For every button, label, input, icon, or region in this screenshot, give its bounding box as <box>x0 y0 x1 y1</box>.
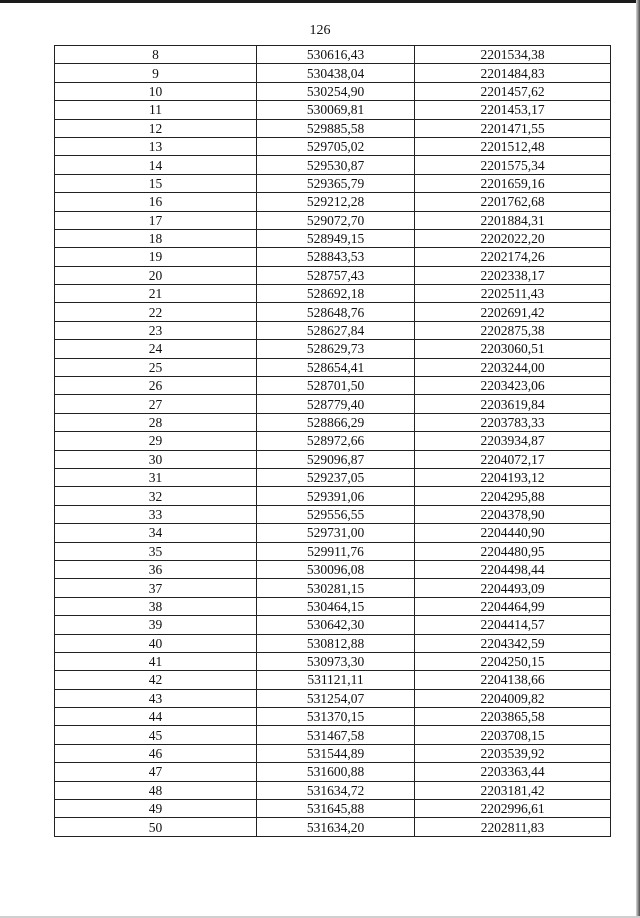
table-row <box>55 248 611 266</box>
point-number-cell: 20 <box>55 266 257 284</box>
y-coordinate-cell: 2204480,95 <box>415 542 611 560</box>
x-coordinate-cell: 530069,81 <box>257 101 415 119</box>
x-coordinate-cell: 530616,43 <box>257 46 415 64</box>
point-number-cell: 38 <box>55 597 257 615</box>
table-row <box>55 634 611 652</box>
x-coordinate-cell: 531645,88 <box>257 800 415 818</box>
point-number-cell: 31 <box>55 468 257 486</box>
y-coordinate-cell: 2201453,17 <box>415 101 611 119</box>
y-coordinate-cell: 2203619,84 <box>415 395 611 413</box>
x-coordinate-cell: 531467,58 <box>257 726 415 744</box>
point-number-cell: 9 <box>55 64 257 82</box>
point-number-cell: 25 <box>55 358 257 376</box>
y-coordinate-cell: 2201484,83 <box>415 64 611 82</box>
point-number-cell: 29 <box>55 432 257 450</box>
x-coordinate-cell: 530254,90 <box>257 82 415 100</box>
table-row <box>55 137 611 155</box>
point-number-cell: 24 <box>55 340 257 358</box>
y-coordinate-cell: 2201884,31 <box>415 211 611 229</box>
x-coordinate-cell: 528757,43 <box>257 266 415 284</box>
point-number-cell: 35 <box>55 542 257 560</box>
point-number-cell: 13 <box>55 137 257 155</box>
table-row <box>55 708 611 726</box>
point-number-cell: 16 <box>55 193 257 211</box>
x-coordinate-cell: 528629,73 <box>257 340 415 358</box>
table-row <box>55 266 611 284</box>
x-coordinate-cell: 531254,07 <box>257 689 415 707</box>
point-number-cell: 43 <box>55 689 257 707</box>
point-number-cell: 21 <box>55 285 257 303</box>
point-number-cell: 14 <box>55 156 257 174</box>
table-row <box>55 818 611 836</box>
table-row <box>55 321 611 339</box>
x-coordinate-cell: 530096,08 <box>257 560 415 578</box>
point-number-cell: 18 <box>55 229 257 247</box>
table-row <box>55 119 611 137</box>
coordinates-table <box>54 45 611 837</box>
x-coordinate-cell: 529911,76 <box>257 542 415 560</box>
scan-edge-top <box>0 0 640 3</box>
y-coordinate-cell: 2201471,55 <box>415 119 611 137</box>
table-row <box>55 340 611 358</box>
y-coordinate-cell: 2204414,57 <box>415 616 611 634</box>
x-coordinate-cell: 530438,04 <box>257 64 415 82</box>
scan-edge-right <box>636 0 640 918</box>
table-row <box>55 395 611 413</box>
point-number-cell: 46 <box>55 744 257 762</box>
table-row <box>55 64 611 82</box>
table-row <box>55 193 611 211</box>
point-number-cell: 41 <box>55 652 257 670</box>
table-row <box>55 524 611 542</box>
y-coordinate-cell: 2204493,09 <box>415 579 611 597</box>
y-coordinate-cell: 2203181,42 <box>415 781 611 799</box>
x-coordinate-cell: 528692,18 <box>257 285 415 303</box>
y-coordinate-cell: 2201575,34 <box>415 156 611 174</box>
x-coordinate-cell: 531544,89 <box>257 744 415 762</box>
y-coordinate-cell: 2202811,83 <box>415 818 611 836</box>
y-coordinate-cell: 2204342,59 <box>415 634 611 652</box>
table-row <box>55 560 611 578</box>
y-coordinate-cell: 2203934,87 <box>415 432 611 450</box>
y-coordinate-cell: 2203708,15 <box>415 726 611 744</box>
table-row <box>55 800 611 818</box>
point-number-cell: 10 <box>55 82 257 100</box>
x-coordinate-cell: 529556,55 <box>257 505 415 523</box>
y-coordinate-cell: 2204440,90 <box>415 524 611 542</box>
point-number-cell: 22 <box>55 303 257 321</box>
table-row <box>55 413 611 431</box>
table-row <box>55 101 611 119</box>
y-coordinate-cell: 2203060,51 <box>415 340 611 358</box>
point-number-cell: 48 <box>55 781 257 799</box>
table-row <box>55 174 611 192</box>
table-row <box>55 229 611 247</box>
y-coordinate-cell: 2203244,00 <box>415 358 611 376</box>
x-coordinate-cell: 528654,41 <box>257 358 415 376</box>
point-number-cell: 50 <box>55 818 257 836</box>
point-number-cell: 15 <box>55 174 257 192</box>
table-row <box>55 781 611 799</box>
table-row <box>55 763 611 781</box>
x-coordinate-cell: 529212,28 <box>257 193 415 211</box>
x-coordinate-cell: 528972,66 <box>257 432 415 450</box>
y-coordinate-cell: 2201762,68 <box>415 193 611 211</box>
x-coordinate-cell: 529365,79 <box>257 174 415 192</box>
point-number-cell: 34 <box>55 524 257 542</box>
x-coordinate-cell: 529237,05 <box>257 468 415 486</box>
x-coordinate-cell: 528701,50 <box>257 377 415 395</box>
x-coordinate-cell: 528627,84 <box>257 321 415 339</box>
x-coordinate-cell: 529885,58 <box>257 119 415 137</box>
point-number-cell: 40 <box>55 634 257 652</box>
x-coordinate-cell: 529072,70 <box>257 211 415 229</box>
x-coordinate-cell: 528866,29 <box>257 413 415 431</box>
point-number-cell: 47 <box>55 763 257 781</box>
x-coordinate-cell: 530642,30 <box>257 616 415 634</box>
point-number-cell: 44 <box>55 708 257 726</box>
y-coordinate-cell: 2203539,92 <box>415 744 611 762</box>
table-row <box>55 542 611 560</box>
table-row <box>55 211 611 229</box>
y-coordinate-cell: 2204138,66 <box>415 671 611 689</box>
table-row <box>55 744 611 762</box>
x-coordinate-cell: 528843,53 <box>257 248 415 266</box>
y-coordinate-cell: 2203783,33 <box>415 413 611 431</box>
x-coordinate-cell: 530973,30 <box>257 652 415 670</box>
x-coordinate-cell: 528949,15 <box>257 229 415 247</box>
x-coordinate-cell: 529391,06 <box>257 487 415 505</box>
y-coordinate-cell: 2204464,99 <box>415 597 611 615</box>
y-coordinate-cell: 2202338,17 <box>415 266 611 284</box>
point-number-cell: 23 <box>55 321 257 339</box>
table-row <box>55 505 611 523</box>
table-row <box>55 726 611 744</box>
x-coordinate-cell: 529705,02 <box>257 137 415 155</box>
table-row <box>55 487 611 505</box>
y-coordinate-cell: 2201512,48 <box>415 137 611 155</box>
y-coordinate-cell: 2204193,12 <box>415 468 611 486</box>
x-coordinate-cell: 529731,00 <box>257 524 415 542</box>
point-number-cell: 49 <box>55 800 257 818</box>
table-row <box>55 46 611 64</box>
table-row <box>55 303 611 321</box>
y-coordinate-cell: 2204250,15 <box>415 652 611 670</box>
y-coordinate-cell: 2202996,61 <box>415 800 611 818</box>
table-row <box>55 671 611 689</box>
y-coordinate-cell: 2204378,90 <box>415 505 611 523</box>
x-coordinate-cell: 531370,15 <box>257 708 415 726</box>
page-number: 126 <box>309 23 331 38</box>
point-number-cell: 12 <box>55 119 257 137</box>
x-coordinate-cell: 531634,72 <box>257 781 415 799</box>
x-coordinate-cell: 529096,87 <box>257 450 415 468</box>
y-coordinate-cell: 2201534,38 <box>415 46 611 64</box>
x-coordinate-cell: 531600,88 <box>257 763 415 781</box>
y-coordinate-cell: 2201457,62 <box>415 82 611 100</box>
y-coordinate-cell: 2202691,42 <box>415 303 611 321</box>
point-number-cell: 30 <box>55 450 257 468</box>
y-coordinate-cell: 2204009,82 <box>415 689 611 707</box>
x-coordinate-cell: 528648,76 <box>257 303 415 321</box>
x-coordinate-cell: 530281,15 <box>257 579 415 597</box>
table-row <box>55 432 611 450</box>
y-coordinate-cell: 2204498,44 <box>415 560 611 578</box>
point-number-cell: 36 <box>55 560 257 578</box>
y-coordinate-cell: 2202174,26 <box>415 248 611 266</box>
table-row <box>55 616 611 634</box>
x-coordinate-cell: 531634,20 <box>257 818 415 836</box>
x-coordinate-cell: 529530,87 <box>257 156 415 174</box>
table-row <box>55 156 611 174</box>
point-number-cell: 26 <box>55 377 257 395</box>
point-number-cell: 42 <box>55 671 257 689</box>
point-number-cell: 27 <box>55 395 257 413</box>
x-coordinate-cell: 528779,40 <box>257 395 415 413</box>
y-coordinate-cell: 2201659,16 <box>415 174 611 192</box>
table-row <box>55 652 611 670</box>
y-coordinate-cell: 2204295,88 <box>415 487 611 505</box>
x-coordinate-cell: 530812,88 <box>257 634 415 652</box>
table-row <box>55 285 611 303</box>
table-row <box>55 579 611 597</box>
table-row <box>55 358 611 376</box>
table-row <box>55 468 611 486</box>
y-coordinate-cell: 2202022,20 <box>415 229 611 247</box>
point-number-cell: 8 <box>55 46 257 64</box>
y-coordinate-cell: 2202875,38 <box>415 321 611 339</box>
y-coordinate-cell: 2203363,44 <box>415 763 611 781</box>
y-coordinate-cell: 2202511,43 <box>415 285 611 303</box>
x-coordinate-cell: 531121,11 <box>257 671 415 689</box>
y-coordinate-cell: 2203865,58 <box>415 708 611 726</box>
table-row <box>55 597 611 615</box>
y-coordinate-cell: 2203423,06 <box>415 377 611 395</box>
table-row <box>55 689 611 707</box>
table-row <box>55 82 611 100</box>
y-coordinate-cell: 2204072,17 <box>415 450 611 468</box>
point-number-cell: 33 <box>55 505 257 523</box>
point-number-cell: 45 <box>55 726 257 744</box>
point-number-cell: 19 <box>55 248 257 266</box>
point-number-cell: 28 <box>55 413 257 431</box>
table-row <box>55 377 611 395</box>
point-number-cell: 37 <box>55 579 257 597</box>
point-number-cell: 17 <box>55 211 257 229</box>
point-number-cell: 32 <box>55 487 257 505</box>
coordinates-table-body <box>55 46 611 837</box>
table-row <box>55 450 611 468</box>
point-number-cell: 39 <box>55 616 257 634</box>
point-number-cell: 11 <box>55 101 257 119</box>
x-coordinate-cell: 530464,15 <box>257 597 415 615</box>
